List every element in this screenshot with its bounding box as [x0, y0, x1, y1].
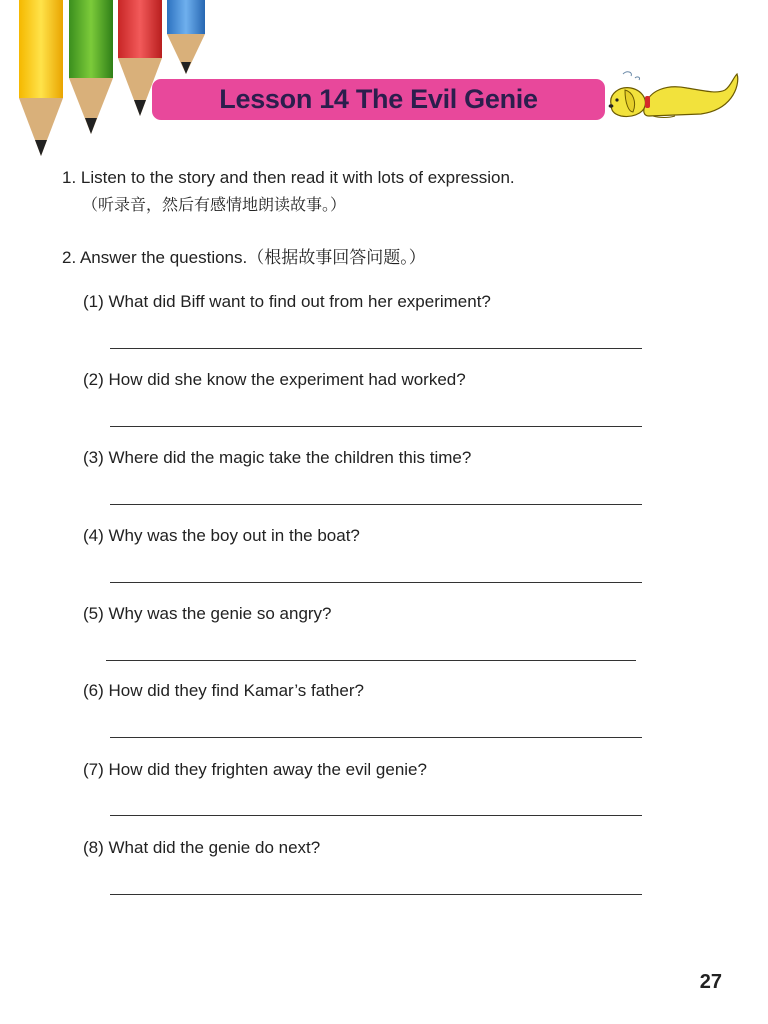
answer-line-7[interactable]: [110, 815, 642, 816]
yellow-pencil-icon: [18, 0, 64, 156]
question-7: (7) How did they frighten away the evil genie?: [83, 760, 427, 779]
answer-line-2[interactable]: [110, 426, 642, 427]
question-1: (1) What did Biff want to find out from her experiment?: [83, 292, 491, 311]
question-6: (6) How did they find Kamar’s father?: [83, 681, 364, 700]
instruction-2: 2. Answer the questions.（根据故事回答问题。）: [62, 248, 426, 267]
answer-line-6[interactable]: [110, 737, 642, 738]
question-2: (2) How did she know the experiment had worked?: [83, 370, 466, 389]
question-5: (5) Why was the genie so angry?: [83, 604, 332, 623]
page-number: 27: [699, 971, 722, 993]
question-4: (4) Why was the boy out in the boat?: [83, 526, 360, 545]
answer-line-8[interactable]: [110, 894, 642, 895]
lesson-title: Lesson 14 The Evil Genie: [219, 84, 538, 114]
answer-line-1[interactable]: [110, 348, 642, 349]
instruction-1: 1. Listen to the story and then read it with lots of expression.: [62, 168, 515, 187]
answer-line-4[interactable]: [110, 582, 642, 583]
lesson-title-banner: [152, 79, 605, 120]
answer-line-5[interactable]: [106, 660, 636, 661]
question-8: (8) What did the genie do next?: [83, 838, 321, 857]
question-3: (3) Where did the magic take the children this time?: [83, 448, 472, 467]
dog-illustration: [605, 68, 741, 122]
answer-line-3[interactable]: [110, 504, 642, 505]
green-pencil-icon: [68, 0, 114, 134]
blue-pencil-icon: [166, 0, 206, 74]
instruction-1-chinese: （听录音，然后有感情地朗读故事。）: [82, 195, 347, 214]
